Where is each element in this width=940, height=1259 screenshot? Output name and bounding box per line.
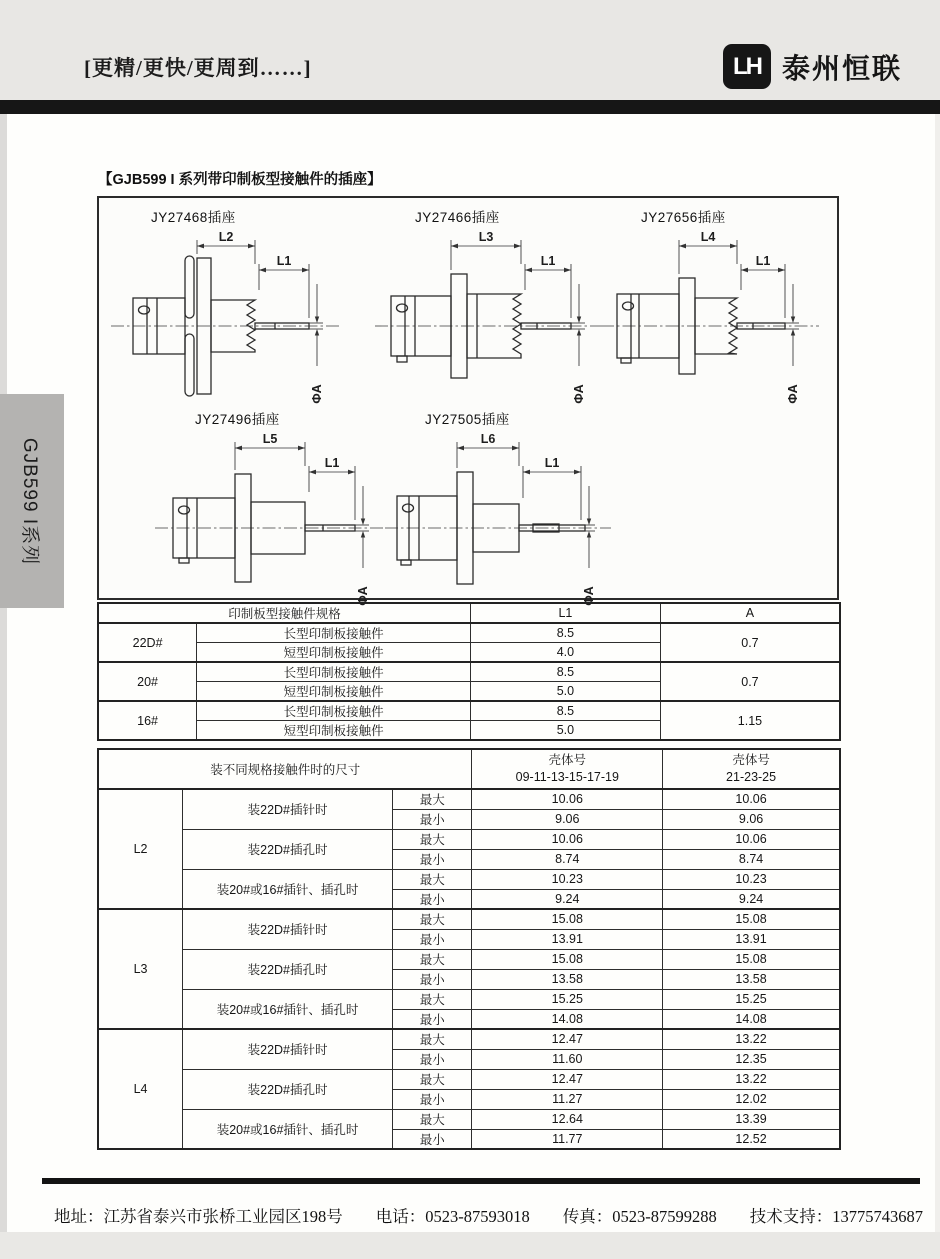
size-label: 20#	[98, 662, 197, 701]
desc-cell: 装20#或16#插针、插孔时	[183, 869, 393, 909]
dim-label-l1: L1	[276, 254, 292, 268]
dim-label-l1: L1	[540, 254, 556, 268]
value-cell: 13.39	[663, 1109, 840, 1129]
body-foot	[621, 358, 631, 363]
size-label: 16#	[98, 701, 197, 740]
connector-body	[397, 472, 585, 584]
value-cell: 9.06	[663, 809, 840, 829]
value-cell: 12.52	[663, 1129, 840, 1149]
connector-figure	[371, 226, 609, 404]
t2-header-left: 装不同规格接触件时的尺寸	[98, 749, 472, 789]
value-cell: 12.35	[663, 1049, 840, 1069]
footer-fax: 传真：0523-87599288	[562, 1207, 717, 1226]
page-title: 【GJB599 I 系列带印制板型接触件的插座】	[98, 172, 382, 188]
dim-label-top: L5	[262, 432, 278, 446]
shell-range: 21-23-25	[726, 770, 777, 784]
connector-drawing-jy27468	[107, 202, 345, 404]
dim-arrows	[451, 244, 581, 336]
dimension-table	[97, 748, 841, 1150]
minmax-label: 最小	[393, 849, 472, 869]
shell-range: 09-11-13-15-17-19	[515, 770, 619, 784]
minmax-label: 最大	[393, 789, 472, 809]
value-cell: 15.25	[663, 989, 840, 1009]
table-cell: 长型印制板接触件	[197, 662, 471, 682]
dim-label-dia: ΦA	[572, 384, 586, 404]
connector-title: JY27496插座	[195, 412, 280, 427]
dim-lines	[451, 240, 585, 366]
value-cell: 12.64	[472, 1109, 663, 1129]
connector-figure	[107, 226, 345, 404]
minmax-label: 最小	[393, 1089, 472, 1109]
connector-drawing-jy27496	[151, 404, 389, 606]
minmax-label: 最小	[393, 809, 472, 829]
company-logo-icon	[723, 44, 771, 89]
minmax-label: 最小	[393, 889, 472, 909]
logo-letters: LH	[732, 52, 761, 80]
dim-label: L2	[98, 789, 183, 909]
table-cell: 0.7	[660, 623, 840, 662]
t2-header-shell1	[472, 749, 663, 789]
value-cell: 11.60	[472, 1049, 663, 1069]
table-cell: 4.0	[470, 643, 660, 663]
minmax-label: 最小	[393, 969, 472, 989]
dim-label-dia: ΦA	[310, 384, 324, 404]
dim-label-top: L6	[480, 432, 496, 446]
desc-cell: 装22D#插针时	[183, 909, 393, 949]
table-cell: 短型印制板接触件	[197, 721, 471, 741]
value-cell: 14.08	[663, 1009, 840, 1029]
value-cell: 15.08	[663, 909, 840, 929]
dim-label: L3	[98, 909, 183, 1029]
size-label: 22D#	[98, 623, 197, 662]
value-cell: 9.24	[472, 889, 663, 909]
scan-edge-left	[0, 114, 7, 1232]
t1-header-spec: 印制板型接触件规格	[98, 603, 470, 623]
table-cell: 1.15	[660, 701, 840, 740]
t1-header-a: A	[660, 603, 840, 623]
table-cell: 短型印制板接触件	[197, 643, 471, 663]
footer-phone: 电话：0523-87593018	[375, 1207, 530, 1226]
minmax-label: 最大	[393, 869, 472, 889]
table-cell: 长型印制板接触件	[197, 623, 471, 643]
connector-title: JY27466插座	[415, 210, 500, 225]
table-cell: 8.5	[470, 701, 660, 721]
desc-cell: 装22D#插针时	[183, 789, 393, 829]
minmax-label: 最大	[393, 829, 472, 849]
footer-support: 技术支持：13775743687	[749, 1207, 923, 1226]
value-cell: 8.74	[472, 849, 663, 869]
minmax-label: 最小	[393, 929, 472, 949]
header-divider-bar	[0, 100, 940, 114]
dim-label-l1: L1	[544, 456, 560, 470]
dim-label-dia: ΦA	[356, 586, 370, 606]
table-cell: 8.5	[470, 623, 660, 643]
footer-divider-bar	[42, 1178, 920, 1184]
series-side-tab	[0, 394, 64, 608]
desc-cell: 装20#或16#插针、插孔时	[183, 989, 393, 1029]
scan-edge-bottom	[0, 1232, 940, 1259]
connector-title: JY27468插座	[151, 210, 236, 225]
value-cell: 15.08	[472, 909, 663, 929]
value-cell: 8.74	[663, 849, 840, 869]
value-cell: 15.08	[472, 949, 663, 969]
minmax-label: 最大	[393, 1109, 472, 1129]
table-cell: 8.5	[470, 662, 660, 682]
dim-arrows	[457, 446, 591, 538]
contact-spec-table	[97, 602, 841, 741]
value-cell: 10.06	[472, 829, 663, 849]
dim-label-top: L2	[218, 230, 234, 244]
scan-edge-right	[935, 114, 940, 1232]
value-cell: 11.27	[472, 1089, 663, 1109]
table-cell: 0.7	[660, 662, 840, 701]
dim-label: L4	[98, 1029, 183, 1149]
minmax-label: 最大	[393, 909, 472, 929]
minmax-label: 最大	[393, 989, 472, 1009]
shell-title: 壳体号	[548, 753, 587, 767]
minmax-label: 最小	[393, 1129, 472, 1149]
value-cell: 13.91	[663, 929, 840, 949]
clip-bar-top	[185, 256, 194, 318]
value-cell: 13.58	[472, 969, 663, 989]
diagram-panel	[97, 196, 839, 606]
value-cell: 10.06	[472, 789, 663, 809]
connector-figure	[597, 226, 835, 404]
value-cell: 12.47	[472, 1069, 663, 1089]
value-cell: 13.22	[663, 1069, 840, 1089]
dim-lines	[197, 240, 323, 366]
value-cell: 14.08	[472, 1009, 663, 1029]
slogan-text: [更精/更快/更周到……]	[84, 56, 312, 80]
minmax-label: 最小	[393, 1049, 472, 1069]
connector-drawing-jy27505	[381, 404, 619, 606]
dim-lines	[235, 442, 369, 568]
dim-label-l1: L1	[755, 254, 771, 268]
table-cell: 短型印制板接触件	[197, 682, 471, 702]
footer	[54, 1203, 924, 1227]
company-name: 泰州恒联	[781, 52, 902, 84]
value-cell: 10.06	[663, 829, 840, 849]
footer-address: 地址：江苏省泰兴市张桥工业园区198号	[54, 1207, 343, 1226]
desc-cell: 装22D#插孔时	[183, 949, 393, 989]
dim-label-dia: ΦA	[582, 586, 596, 606]
value-cell: 10.23	[472, 869, 663, 889]
body-foot	[179, 558, 189, 563]
dim-lines	[457, 442, 595, 568]
dim-label-dia: ΦA	[786, 384, 800, 404]
minmax-label: 最大	[393, 1069, 472, 1089]
dim-arrows	[235, 446, 365, 538]
value-cell: 12.02	[663, 1089, 840, 1109]
value-cell: 10.23	[663, 869, 840, 889]
desc-cell: 装22D#插孔时	[183, 829, 393, 869]
connector-figure	[151, 428, 389, 606]
connector-drawing-jy27466	[371, 202, 609, 404]
value-cell: 9.24	[663, 889, 840, 909]
connector-title: JY27656插座	[641, 210, 726, 225]
minmax-label: 最小	[393, 1009, 472, 1029]
header-band	[0, 0, 940, 100]
minmax-label: 最大	[393, 949, 472, 969]
t2-header-shell2	[663, 749, 840, 789]
value-cell: 11.77	[472, 1129, 663, 1149]
table-cell: 5.0	[470, 682, 660, 702]
body-foot	[401, 560, 411, 565]
body-foot	[397, 356, 407, 362]
dim-arrows	[197, 244, 319, 336]
t1-header-l1: L1	[470, 603, 660, 623]
table-cell: 长型印制板接触件	[197, 701, 471, 721]
connector-figure	[381, 428, 619, 606]
connector-drawing-jy27656	[597, 202, 835, 404]
value-cell: 10.06	[663, 789, 840, 809]
value-cell: 15.08	[663, 949, 840, 969]
value-cell: 13.91	[472, 929, 663, 949]
thread-section	[211, 300, 255, 352]
brand-block	[723, 44, 902, 89]
dim-lines	[679, 240, 799, 366]
value-cell: 13.22	[663, 1029, 840, 1049]
value-cell: 12.47	[472, 1029, 663, 1049]
desc-cell: 装20#或16#插针、插孔时	[183, 1109, 393, 1149]
connector-title: JY27505插座	[425, 412, 510, 427]
desc-cell: 装22D#插孔时	[183, 1069, 393, 1109]
desc-cell: 装22D#插针时	[183, 1029, 393, 1069]
value-cell: 13.58	[663, 969, 840, 989]
dim-label-top: L4	[700, 230, 716, 244]
series-tab-label: GJB599 I系列	[19, 437, 41, 565]
clip-bar-bottom	[185, 334, 194, 396]
table-cell: 5.0	[470, 721, 660, 741]
value-cell: 9.06	[472, 809, 663, 829]
dim-label-top: L3	[478, 230, 494, 244]
minmax-label: 最大	[393, 1029, 472, 1049]
shell-title: 壳体号	[732, 753, 770, 767]
dim-label-l1: L1	[324, 456, 340, 470]
value-cell: 15.25	[472, 989, 663, 1009]
